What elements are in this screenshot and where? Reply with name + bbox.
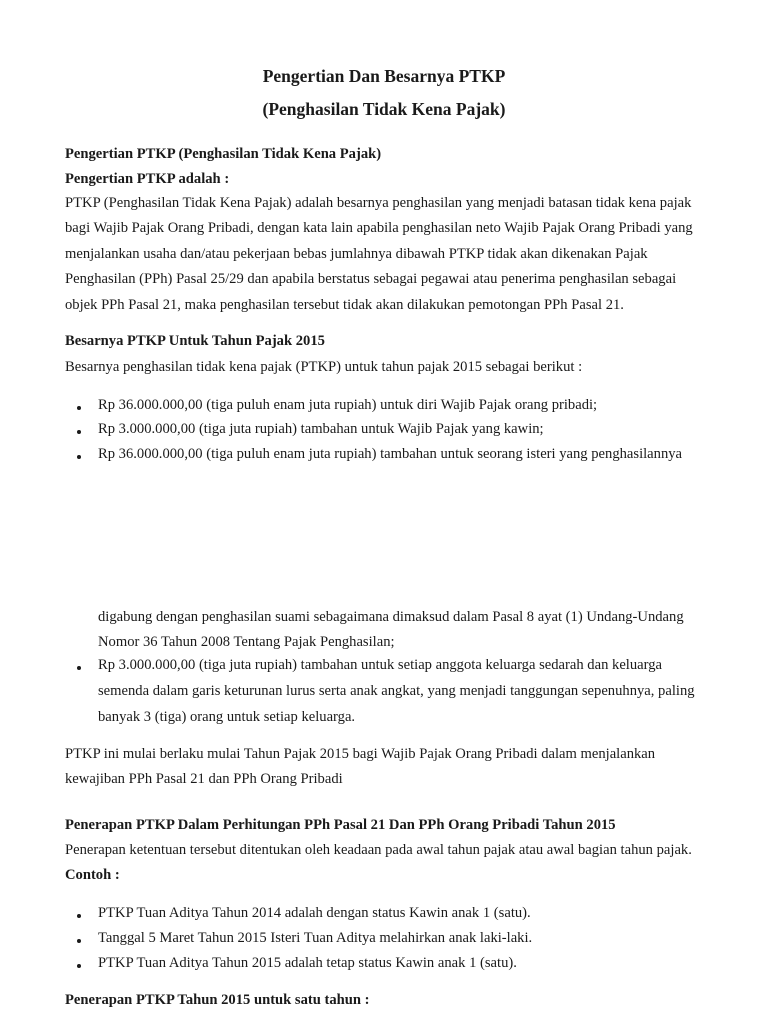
section1-paragraph-line: menjalankan usaha dan/atau pekerjaan bebas jumlahnya dibawah PTKP tidak akan dikenakan Pajak bbox=[65, 246, 648, 262]
section1-paragraph-line: objek PPh Pasal 21, maka penghasilan tersebut tidak akan dilakukan pemotongan PPh Pasal 21. bbox=[65, 297, 624, 313]
section2-intro: Besarnya penghasilan tidak kena pajak (PTKP) untuk tahun pajak 2015 sebagai berikut : bbox=[65, 359, 583, 375]
document-title-line2: (Penghasilan Tidak Kena Pajak) bbox=[262, 99, 506, 119]
closing-paragraph-line: PTKP ini mulai berlaku mulai Tahun Pajak 2015 bagi Wajib Pajak Orang Pribadi dalam menjalankan bbox=[65, 746, 656, 762]
section1-paragraph-line: bagi Wajib Pajak Orang Pribadi, dengan kata lain apabila penghasilan neto Wajib Pajak Orang Pribadi yang bbox=[65, 220, 693, 236]
list-item: Rp 36.000.000,00 (tiga puluh enam juta rupiah) tambahan untuk seorang isteri yang penghasilannya bbox=[98, 446, 683, 462]
document-title-line1: Pengertian Dan Besarnya PTKP bbox=[262, 66, 506, 86]
list-item-continuation: Nomor 36 Tahun 2008 Tentang Pajak Penghasilan; bbox=[98, 634, 395, 650]
section4-heading: Penerapan PTKP Tahun 2015 untuk satu tahun : bbox=[65, 992, 370, 1008]
section1-subheading: Pengertian PTKP adalah : bbox=[65, 171, 230, 187]
bullet-marker bbox=[77, 914, 81, 918]
bullet-marker bbox=[77, 666, 81, 670]
section2-heading: Besarnya PTKP Untuk Tahun Pajak 2015 bbox=[65, 333, 325, 349]
section3-heading: Penerapan PTKP Dalam Perhitungan PPh Pasal 21 Dan PPh Orang Pribadi Tahun 2015 bbox=[65, 817, 616, 833]
section1-paragraph-line: Penghasilan (PPh) Pasal 25/29 dan apabila berstatus sebagai pegawai atau penerima penghasilan sebagai bbox=[65, 271, 677, 287]
section3-paragraph: Penerapan ketentuan tersebut ditentukan oleh keadaan pada awal tahun pajak atau awal bagian tahun pajak. bbox=[65, 842, 692, 858]
bullet-marker bbox=[77, 964, 81, 968]
list-item: Rp 36.000.000,00 (tiga puluh enam juta rupiah) untuk diri Wajib Pajak orang pribadi; bbox=[98, 397, 598, 413]
example-label: Contoh : bbox=[65, 867, 120, 883]
list-item: PTKP Tuan Aditya Tahun 2014 adalah dengan status Kawin anak 1 (satu). bbox=[98, 905, 531, 921]
list-item: Rp 3.000.000,00 (tiga juta rupiah) tambahan untuk Wajib Pajak yang kawin; bbox=[98, 421, 544, 437]
bullet-marker bbox=[77, 939, 81, 943]
list-item: PTKP Tuan Aditya Tahun 2015 adalah tetap status Kawin anak 1 (satu). bbox=[98, 955, 517, 971]
list-item-continuation: banyak 3 (tiga) orang untuk setiap keluarga. bbox=[98, 709, 356, 725]
section1-heading: Pengertian PTKP (Penghasilan Tidak Kena Pajak) bbox=[65, 146, 382, 162]
list-item-continuation: semenda dalam garis keturunan lurus serta anak angkat, yang menjadi tanggungan sepenuhnya, paling bbox=[98, 683, 695, 699]
bullet-marker bbox=[77, 406, 81, 410]
list-item-continuation: digabung dengan penghasilan suami sebagaimana dimaksud dalam Pasal 8 ayat (1) Undang-Undang bbox=[98, 609, 684, 625]
bullet-marker bbox=[77, 455, 81, 459]
list-item: Tanggal 5 Maret Tahun 2015 Isteri Tuan Aditya melahirkan anak laki-laki. bbox=[98, 930, 533, 946]
bullet-marker bbox=[77, 430, 81, 434]
closing-paragraph-line: kewajiban PPh Pasal 21 dan PPh Orang Pribadi bbox=[65, 771, 343, 787]
section1-paragraph-line: PTKP (Penghasilan Tidak Kena Pajak) adalah besarnya penghasilan yang menjadi batasan tidak kena pajak bbox=[65, 195, 692, 211]
list-item: Rp 3.000.000,00 (tiga juta rupiah) tambahan untuk setiap anggota keluarga sedarah dan keluarga bbox=[98, 657, 662, 673]
